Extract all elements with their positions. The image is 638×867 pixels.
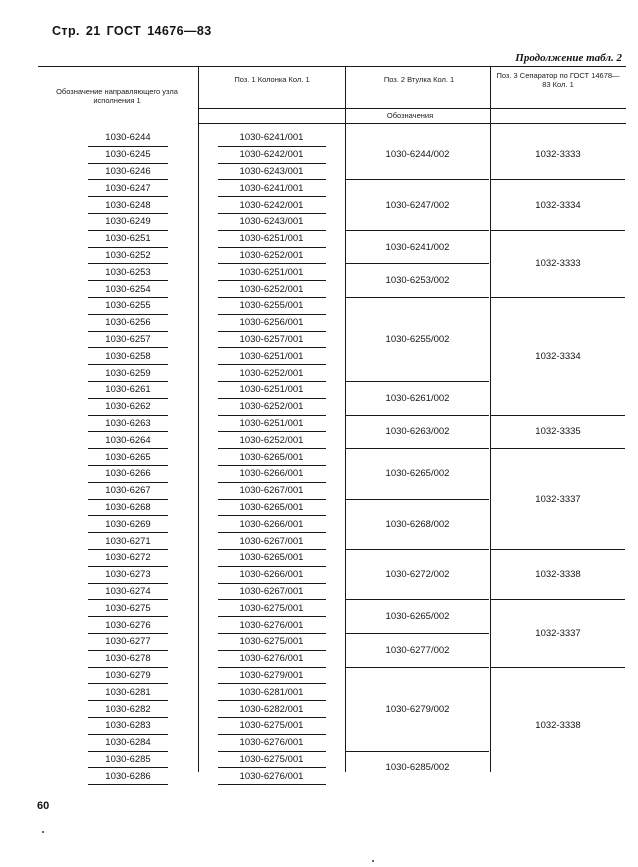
column-part-cell: 1030-6282/001 bbox=[239, 703, 304, 715]
row-rule bbox=[88, 549, 168, 550]
row-rule bbox=[218, 566, 326, 567]
row-rule bbox=[218, 179, 326, 180]
row-rule bbox=[218, 146, 326, 147]
group-rule bbox=[491, 297, 625, 298]
column-part-cell: 1030-6241/001 bbox=[239, 132, 304, 144]
designation-cell: 1030-6252 bbox=[105, 250, 151, 261]
row-rule bbox=[88, 415, 168, 416]
designation-cell: 1030-6245 bbox=[105, 149, 151, 161]
row-rule bbox=[88, 599, 168, 600]
designation-cell: 1030-6276 bbox=[105, 619, 151, 631]
separator-cell: 1032-3334 bbox=[535, 199, 581, 211]
page-number-top: 21 bbox=[85, 24, 101, 38]
column-part-cell: 1030-6266/001 bbox=[239, 569, 304, 581]
designation-cell: 1030-6271 bbox=[105, 535, 151, 547]
separator-cell: 1032-3338 bbox=[535, 569, 581, 581]
row-rule bbox=[218, 314, 326, 315]
column-part-cell: 1030-6251/001 bbox=[239, 350, 304, 362]
row-rule bbox=[218, 667, 326, 668]
row-rule bbox=[218, 683, 326, 684]
group-rule bbox=[346, 263, 489, 264]
page-label: Стр. bbox=[52, 24, 80, 38]
row-rule bbox=[88, 297, 168, 298]
row-rule bbox=[88, 767, 168, 768]
row-rule bbox=[218, 532, 326, 533]
column-part-cell: 1030-6281/001 bbox=[239, 686, 304, 698]
designation-cell: 1030-6256 bbox=[105, 317, 151, 329]
row-rule bbox=[218, 364, 326, 365]
row-rule bbox=[88, 347, 168, 348]
designation-cell: 1030-6249 bbox=[105, 216, 151, 228]
row-rule bbox=[218, 734, 326, 735]
bushing-cell: 1030-6285/002 bbox=[385, 762, 450, 774]
row-rule bbox=[88, 751, 168, 752]
row-rule bbox=[218, 247, 326, 248]
designation-cell: 1030-6267 bbox=[105, 485, 151, 497]
designation-cell: 1030-6264 bbox=[105, 434, 151, 446]
speck bbox=[372, 860, 374, 862]
row-rule bbox=[218, 499, 326, 500]
standard-number: 14676—83 bbox=[147, 24, 212, 38]
group-rule bbox=[346, 499, 489, 500]
column-part-cell: 1030-6241/001 bbox=[239, 182, 304, 194]
column-part-cell: 1030-6275/001 bbox=[239, 754, 304, 765]
group-rule bbox=[346, 381, 489, 382]
separator-cell: 1032-3335 bbox=[535, 426, 581, 438]
designation-cell: 1030-6269 bbox=[105, 518, 151, 530]
designation-cell: 1030-6283 bbox=[105, 720, 151, 732]
column-part-cell: 1030-6276/001 bbox=[239, 653, 304, 665]
row-rule bbox=[88, 566, 168, 567]
group-rule bbox=[346, 448, 489, 449]
column-part-cell: 1030-6251/001 bbox=[239, 418, 304, 429]
row-rule bbox=[218, 213, 326, 214]
row-rule bbox=[218, 767, 326, 768]
group-rule bbox=[346, 230, 489, 231]
row-rule bbox=[218, 163, 326, 164]
page-header bbox=[52, 24, 218, 38]
bushing-cell: 1030-6253/002 bbox=[385, 275, 450, 287]
group-rule bbox=[491, 667, 625, 668]
column-part-cell: 1030-6266/001 bbox=[239, 468, 304, 480]
row-rule bbox=[218, 599, 326, 600]
bushing-cell: 1030-6272/002 bbox=[385, 569, 450, 581]
row-rule bbox=[218, 415, 326, 416]
row-rule bbox=[218, 515, 326, 516]
row-rule bbox=[88, 465, 168, 466]
row-rule bbox=[88, 700, 168, 701]
designation-cell: 1030-6254 bbox=[105, 283, 151, 295]
parts-table bbox=[38, 66, 626, 782]
row-rule bbox=[88, 499, 168, 500]
column-part-cell: 1030-6242/001 bbox=[239, 199, 304, 211]
designation-cell: 1030-6268 bbox=[105, 502, 151, 513]
designation-cell: 1030-6285 bbox=[105, 754, 151, 765]
row-rule bbox=[88, 784, 168, 785]
row-rule bbox=[218, 717, 326, 718]
table-continuation-caption: Продолжение табл. 2 bbox=[515, 52, 622, 64]
column-part-cell: 1030-6275/001 bbox=[239, 636, 304, 648]
designation-cell: 1030-6284 bbox=[105, 737, 151, 749]
row-rule bbox=[218, 280, 326, 281]
row-rule bbox=[88, 230, 168, 231]
row-rule bbox=[218, 196, 326, 197]
row-rule bbox=[218, 751, 326, 752]
row-rule bbox=[218, 549, 326, 550]
column-part-cell: 1030-6243/001 bbox=[239, 166, 304, 177]
standard-label: ГОСТ bbox=[106, 24, 142, 38]
designation-cell: 1030-6279 bbox=[105, 670, 151, 681]
row-rule bbox=[88, 431, 168, 432]
separator-cell: 1032-3333 bbox=[535, 258, 581, 270]
group-rule bbox=[346, 667, 489, 668]
designation-cell: 1030-6261 bbox=[105, 384, 151, 396]
row-rule bbox=[218, 297, 326, 298]
designation-cell: 1030-6266 bbox=[105, 468, 151, 480]
row-rule bbox=[218, 347, 326, 348]
row-rule bbox=[88, 667, 168, 668]
group-rule bbox=[491, 179, 625, 180]
row-rule bbox=[88, 179, 168, 180]
column-part-cell: 1030-6276/001 bbox=[239, 737, 304, 749]
row-rule bbox=[218, 331, 326, 332]
row-rule bbox=[218, 583, 326, 584]
column-part-cell: 1030-6243/001 bbox=[239, 216, 304, 228]
group-rule bbox=[346, 751, 489, 752]
column-part-cell: 1030-6252/001 bbox=[239, 367, 304, 379]
row-rule bbox=[218, 230, 326, 231]
group-rule bbox=[491, 230, 625, 231]
column-part-cell: 1030-6252/001 bbox=[239, 434, 304, 446]
column-part-cell: 1030-6279/001 bbox=[239, 670, 304, 681]
row-rule bbox=[88, 213, 168, 214]
row-rule bbox=[88, 583, 168, 584]
row-rule bbox=[88, 448, 168, 449]
row-rule bbox=[88, 196, 168, 197]
separator-cell: 1032-3337 bbox=[535, 628, 581, 639]
designation-cell: 1030-6273 bbox=[105, 569, 151, 581]
row-rule bbox=[218, 650, 326, 651]
row-rule bbox=[88, 616, 168, 617]
column-part-cell: 1030-6275/001 bbox=[239, 602, 304, 614]
designation-cell: 1030-6275 bbox=[105, 602, 151, 614]
column-part-cell: 1030-6252/001 bbox=[239, 401, 304, 413]
column-part-cell: 1030-6251/001 bbox=[239, 384, 304, 396]
column-part-cell: 1030-6265/001 bbox=[239, 451, 304, 463]
row-rule bbox=[88, 381, 168, 382]
column-part-cell: 1030-6267/001 bbox=[239, 586, 304, 597]
row-rule bbox=[218, 263, 326, 264]
table-top-rule bbox=[38, 66, 626, 67]
group-rule bbox=[346, 297, 489, 298]
column-header-separator: Поз. 3 Сепаратор по ГОСТ 14678—83 Кол. 1 bbox=[496, 71, 620, 89]
column-part-cell: 1030-6265/001 bbox=[239, 552, 304, 564]
group-rule bbox=[346, 549, 489, 550]
subheader-bottom-rule bbox=[198, 123, 626, 124]
row-rule bbox=[88, 515, 168, 516]
designation-cell: 1030-6278 bbox=[105, 653, 151, 665]
column-part-cell: 1030-6275/001 bbox=[239, 720, 304, 732]
designation-cell: 1030-6248 bbox=[105, 199, 151, 211]
row-rule bbox=[88, 398, 168, 399]
group-rule bbox=[491, 599, 625, 600]
page-number: 60 bbox=[37, 800, 50, 812]
designation-cell: 1030-6255 bbox=[105, 300, 151, 312]
bushing-cell: 1030-6255/002 bbox=[385, 334, 450, 345]
row-rule bbox=[88, 280, 168, 281]
designation-cell: 1030-6265 bbox=[105, 451, 151, 463]
column-part-cell: 1030-6252/001 bbox=[239, 283, 304, 295]
designation-cell: 1030-6277 bbox=[105, 636, 151, 648]
designation-cell: 1030-6259 bbox=[105, 367, 151, 379]
column-header-column-part: Поз. 1 Колонка Кол. 1 bbox=[234, 75, 310, 84]
designation-cell: 1030-6281 bbox=[105, 686, 151, 698]
separator-cell: 1032-3333 bbox=[535, 149, 581, 161]
bushing-cell: 1030-6265/002 bbox=[385, 611, 450, 623]
column-part-cell: 1030-6251/001 bbox=[239, 266, 304, 278]
row-rule bbox=[88, 247, 168, 248]
bushing-cell: 1030-6268/002 bbox=[385, 518, 450, 530]
designation-cell: 1030-6258 bbox=[105, 350, 151, 362]
row-rule bbox=[218, 398, 326, 399]
row-rule bbox=[88, 364, 168, 365]
column-part-cell: 1030-6255/001 bbox=[239, 300, 304, 312]
row-rule bbox=[88, 633, 168, 634]
column-part-cell: 1030-6276/001 bbox=[239, 770, 304, 782]
row-rule bbox=[218, 465, 326, 466]
designation-cell: 1030-6262 bbox=[105, 401, 151, 413]
column-part-cell: 1030-6242/001 bbox=[239, 149, 304, 161]
column-part-cell: 1030-6265/001 bbox=[239, 502, 304, 513]
designation-cell: 1030-6244 bbox=[105, 132, 151, 144]
designation-cell: 1030-6246 bbox=[105, 166, 151, 177]
column-header-designation: Обозначение направляющего узла исполнения 1 bbox=[56, 87, 178, 105]
row-rule bbox=[88, 263, 168, 264]
row-rule bbox=[88, 163, 168, 164]
bushing-cell: 1030-6279/002 bbox=[385, 703, 450, 715]
column-header-bushing: Поз. 2 Втулка Кол. 1 bbox=[383, 75, 455, 84]
column-part-cell: 1030-6251/001 bbox=[239, 233, 304, 245]
row-rule bbox=[218, 448, 326, 449]
row-rule bbox=[88, 314, 168, 315]
bushing-cell: 1030-6261/002 bbox=[385, 392, 450, 404]
row-rule bbox=[88, 717, 168, 718]
bushing-cell: 1030-6241/002 bbox=[385, 241, 450, 253]
row-rule bbox=[218, 700, 326, 701]
row-rule bbox=[218, 633, 326, 634]
row-rule bbox=[218, 784, 326, 785]
designation-cell: 1030-6286 bbox=[105, 770, 151, 782]
designation-cell: 1030-6263 bbox=[105, 418, 151, 429]
bushing-cell: 1030-6263/002 bbox=[385, 426, 450, 438]
group-rule bbox=[346, 179, 489, 180]
column-part-cell: 1030-6266/001 bbox=[239, 518, 304, 530]
bushing-cell: 1030-6277/002 bbox=[385, 644, 450, 656]
row-rule bbox=[88, 331, 168, 332]
subheader-designations: Обозначения bbox=[386, 111, 434, 120]
subheader-top-rule bbox=[198, 108, 626, 109]
row-rule bbox=[218, 431, 326, 432]
designation-cell: 1030-6272 bbox=[105, 552, 151, 564]
group-rule bbox=[491, 549, 625, 550]
column-part-cell: 1030-6256/001 bbox=[239, 317, 304, 329]
row-rule bbox=[88, 650, 168, 651]
bushing-cell: 1030-6265/002 bbox=[385, 468, 450, 480]
designation-cell: 1030-6253 bbox=[105, 266, 151, 278]
group-rule bbox=[491, 415, 625, 416]
column-part-cell: 1030-6267/001 bbox=[239, 485, 304, 497]
row-rule bbox=[88, 734, 168, 735]
designation-cell: 1030-6257 bbox=[105, 334, 151, 345]
separator-cell: 1032-3338 bbox=[535, 720, 581, 732]
designation-cell: 1030-6282 bbox=[105, 703, 151, 715]
bushing-cell: 1030-6244/002 bbox=[385, 149, 450, 161]
bushing-cell: 1030-6247/002 bbox=[385, 199, 450, 211]
group-rule bbox=[346, 415, 489, 416]
designation-cell: 1030-6247 bbox=[105, 182, 151, 194]
separator-cell: 1032-3334 bbox=[535, 350, 581, 362]
row-rule bbox=[218, 616, 326, 617]
column-part-cell: 1030-6252/001 bbox=[239, 250, 304, 261]
designation-cell: 1030-6251 bbox=[105, 233, 151, 245]
row-rule bbox=[218, 381, 326, 382]
row-rule bbox=[88, 482, 168, 483]
column-part-cell: 1030-6276/001 bbox=[239, 619, 304, 631]
row-rule bbox=[88, 532, 168, 533]
row-rule bbox=[88, 683, 168, 684]
group-rule bbox=[346, 633, 489, 634]
group-rule bbox=[346, 599, 489, 600]
separator-cell: 1032-3337 bbox=[535, 493, 581, 505]
row-rule bbox=[88, 146, 168, 147]
row-rule bbox=[218, 482, 326, 483]
speck bbox=[42, 831, 44, 833]
column-part-cell: 1030-6267/001 bbox=[239, 535, 304, 547]
group-rule bbox=[491, 448, 625, 449]
designation-cell: 1030-6274 bbox=[105, 586, 151, 597]
column-part-cell: 1030-6257/001 bbox=[239, 334, 304, 345]
